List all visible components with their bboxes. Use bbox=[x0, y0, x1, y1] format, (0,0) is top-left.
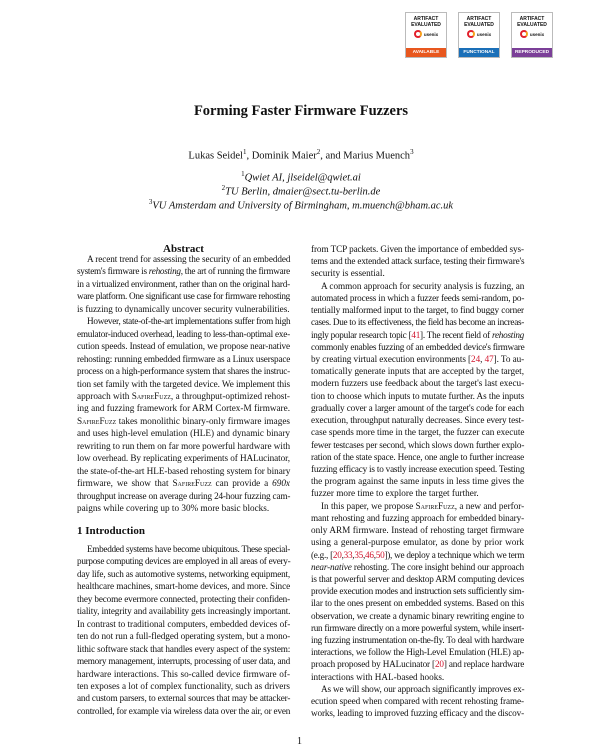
text-line: works, leading to improved fuzzing efficacy and the discov- bbox=[311, 708, 525, 719]
badge-org: usenix bbox=[423, 31, 439, 37]
text-line: lithic software stack that handles every aspect of the system: bbox=[77, 643, 291, 654]
author-list bbox=[0, 148, 602, 162]
text-line: by creating virtual execution environments [24, 47]. To au- bbox=[311, 353, 525, 364]
text-line: hardware interactions. This so-called device firmware of- bbox=[77, 668, 290, 679]
text-line: ten exposes a lot of complex functionality, such as drivers bbox=[77, 680, 290, 691]
page-number: 1 bbox=[297, 736, 302, 747]
affiliation bbox=[0, 184, 602, 198]
badge-org: usenix bbox=[476, 31, 492, 37]
badge-line: EVALUATED bbox=[464, 22, 494, 28]
text-line: ing and fuzzing framework for ARM Cortex-M firmware. bbox=[77, 403, 290, 414]
text-line: cases. Due to its effectiveness, the field has become an increas- bbox=[311, 317, 524, 328]
text-line: tentially malformed input to the target, to find buggy corner bbox=[311, 305, 524, 316]
text-line: and uses high-level emulation (HLE) and dynamic binary bbox=[77, 428, 290, 439]
text-line: interactions with HAL-based hooks. bbox=[311, 671, 445, 682]
usenix-logo bbox=[459, 30, 499, 38]
text-line: commonly enables fuzzing of an embedded device's firmware bbox=[311, 341, 525, 352]
usenix-logo-icon bbox=[414, 30, 422, 38]
text-line: approach with SafireFuzz, a throughput-optimized rehost- bbox=[77, 390, 290, 401]
badge-status: FUNCTIONAL bbox=[459, 48, 499, 57]
introduction-heading: 1 Introduction bbox=[77, 525, 145, 537]
author: Lukas Seidel bbox=[188, 150, 243, 162]
text-line: In contrast to traditional computers, embedded devices of- bbox=[77, 618, 291, 629]
text-line: fuzzer more time to explore the target further. bbox=[311, 488, 479, 499]
author-sup: 3 bbox=[410, 148, 414, 156]
aff-sup: 1 bbox=[241, 170, 245, 178]
text-line: ware platform. One significant use case for firmware rehosting bbox=[77, 291, 290, 302]
affiliation bbox=[0, 198, 602, 212]
text-line: cution speeds. Instead of emulation, we propose near-native bbox=[77, 341, 290, 352]
author-sup: 2 bbox=[316, 148, 321, 156]
text-line: paigns while covering up to 30% more basic blocks. bbox=[77, 503, 270, 513]
text-line: they become evermore connected, protecting their confiden- bbox=[77, 593, 290, 604]
text-line: in a virtualized environment, rather than on the original hard- bbox=[77, 278, 290, 289]
text-line: is that powerful server and desktop ARM computing devices bbox=[311, 573, 525, 584]
text-line: rehosting: running embedded firmware as a Linux userspace bbox=[77, 353, 291, 364]
usenix-logo-icon bbox=[467, 30, 475, 38]
badge-line: ARTIFACT bbox=[466, 16, 492, 22]
author-sep: , bbox=[246, 150, 252, 162]
text-line: controlled, for example via wireless data over the air, or even bbox=[77, 705, 291, 716]
aff-text: Qwiet AI, jlseidel@qwiet.ai bbox=[244, 172, 361, 184]
text-line: tiality, integrity and availability gets increasingly important. bbox=[77, 606, 291, 617]
author: Marius Muench bbox=[343, 150, 411, 162]
artifact-badge bbox=[405, 12, 447, 58]
text-line: ilar to the ones present on embedded systems. Based on this bbox=[311, 598, 525, 609]
text-line: system's firmware is rehosting, the art of running the firmware bbox=[77, 266, 290, 277]
badge-line: ARTIFACT bbox=[519, 16, 545, 22]
text-line: fuzzing efficacy is to vastly increase execution speed. Testing bbox=[311, 463, 525, 474]
usenix-logo-icon bbox=[520, 30, 528, 38]
text-line: (e.g., [20,33,35,46,50]), we deploy a technique which we term bbox=[311, 549, 525, 560]
author-sup: 1 bbox=[242, 148, 247, 156]
text-line: low overhead. By replicating experiments of HALucinator, bbox=[77, 453, 291, 464]
badge-status: AVAILABLE bbox=[406, 48, 446, 57]
author-sep: , and bbox=[320, 150, 344, 162]
badge-line: ARTIFACT bbox=[413, 16, 439, 22]
badge-title bbox=[512, 16, 552, 28]
text-line: ingly popular research topic [41]. The recent field of rehosting bbox=[311, 329, 525, 340]
aff-sup: 2 bbox=[221, 184, 226, 192]
aff-text: VU Amsterdam and University of Birmingham, m.muench@bham.ac.uk bbox=[152, 200, 454, 212]
text-line: security is essential. bbox=[311, 268, 385, 279]
text-line: purpose computing devices are employed in all areas of every- bbox=[77, 556, 291, 567]
text-line: ing fuzzing instrumentation on-the-fly. To deal with hardware bbox=[311, 635, 524, 646]
text-line: tomatically generate inputs that are accepted by the target, bbox=[311, 366, 524, 377]
text-line: observation, we create a dynamic binary rewriting engine to bbox=[311, 610, 524, 621]
text-line: mant rehosting and fuzzing approach for embedded binary- bbox=[311, 512, 525, 523]
text-line: and custom parsers, to external sources that may be attacker- bbox=[77, 693, 291, 704]
text-line: tion to choose which inputs to mutate further. As the inputs bbox=[311, 390, 525, 401]
text-line: run firmware directly on a more powerful system, while insert- bbox=[311, 622, 524, 633]
badge-line: EVALUATED bbox=[517, 22, 547, 28]
text-line: A recent trend for assessing the security of an embedded bbox=[87, 254, 291, 264]
text-line: ecution speed when compared with recent rehosting frame- bbox=[311, 696, 524, 707]
text-line: is fuzzing to dynamically uncover security vulnerabilities. bbox=[77, 303, 290, 314]
text-line: fewer testcases per second, which slows down further explo- bbox=[311, 439, 525, 450]
text-line: ten do not run a full-fledged operating system, but a mono- bbox=[77, 631, 291, 642]
text-line: gradually cover a larger amount of the target's code for each bbox=[311, 402, 524, 413]
badge-line: EVALUATED bbox=[411, 22, 441, 28]
text-line: healthcare machines, smart-home devices, and more. Since bbox=[77, 581, 291, 592]
text-line: emulator-induced overhead, leading to less-than-optimal exe- bbox=[77, 328, 290, 339]
text-line: In this paper, we propose SafireFuzz, a new and perfor- bbox=[321, 500, 525, 511]
text-line: using a general-purpose emulator, as done by prior work bbox=[311, 537, 524, 548]
badge-org: usenix bbox=[529, 31, 545, 37]
text-line: However, state-of-the-art implementations suffer from high bbox=[87, 316, 291, 327]
aff-sup: 3 bbox=[148, 198, 153, 206]
text-line: Embedded systems have become ubiquitous. These special- bbox=[87, 544, 290, 554]
text-line: As we will show, our approach significantly improves ex- bbox=[321, 683, 525, 694]
text-line: interactions, we follow the High-Level Emulation (HLE) ap- bbox=[311, 647, 524, 658]
badge-status: REPRODUCED bbox=[512, 48, 552, 57]
text-line: only ARM firmware. Instead of rehosting target firmware bbox=[311, 525, 524, 536]
text-line: provide execution modes and instruction sets sufficiently sim- bbox=[311, 586, 525, 597]
text-line: case spends more time in the target, the fuzzer can execute bbox=[311, 427, 525, 438]
affiliation bbox=[0, 170, 602, 184]
text-line: from TCP packets. Given the importance of embedded sys- bbox=[311, 244, 524, 254]
text-line: day life, such as automotive systems, networking equipment, bbox=[77, 568, 291, 579]
usenix-logo bbox=[512, 30, 552, 38]
text-line: A common approach for security analysis is fuzzing, an bbox=[321, 280, 525, 291]
badge-title bbox=[459, 16, 499, 28]
text-line: ration of the state space. Hence, one angle to further increase bbox=[311, 451, 524, 462]
aff-text: TU Berlin, dmaier@sect.tu-berlin.de bbox=[225, 186, 381, 198]
text-line: automated process in which a fuzzer feeds semi-random, po- bbox=[311, 292, 525, 303]
text-line: firmware, we show that SafireFuzz can provide a 690x bbox=[77, 478, 290, 489]
text-line: tems and the extended attack surface, testing their firmware's bbox=[311, 256, 525, 267]
text-line: proach proposed by HALucinator [20] and replace hardware bbox=[311, 659, 525, 670]
text-line: near-native rehosting. The core insight behind our approach bbox=[311, 561, 524, 572]
text-line: process on a high-performance system that shares the instruc- bbox=[77, 366, 290, 377]
artifact-badge bbox=[458, 12, 500, 58]
text-line: tion set family with the targeted device. We implement this bbox=[77, 378, 290, 389]
text-line: the program against the same inputs in less time gives the bbox=[311, 476, 524, 487]
badge-title bbox=[406, 16, 446, 28]
text-line: memory management, interrupts, processing of user data, and bbox=[77, 656, 290, 667]
text-line: execution, throughput naturally decreases. Since every test- bbox=[311, 415, 524, 426]
author: Dominik Maier bbox=[251, 150, 317, 162]
abstract-heading: Abstract bbox=[163, 243, 204, 255]
text-line: throughput increase on average during 24-hour fuzzing cam- bbox=[77, 490, 291, 501]
text-line: the state-of-the-art HLE-based rehosting system for binary bbox=[77, 465, 291, 476]
text-line: SafireFuzz takes monolithic binary-only firmware images bbox=[77, 415, 290, 426]
text-line: rewriting to run them on far more powerful hardware with bbox=[77, 440, 291, 451]
paper-title: Forming Faster Firmware Fuzzers bbox=[193, 103, 409, 119]
artifact-badge bbox=[511, 12, 553, 58]
text-line: modern fuzzers use feedback about the target's last execu- bbox=[311, 378, 525, 389]
usenix-logo bbox=[406, 30, 446, 38]
